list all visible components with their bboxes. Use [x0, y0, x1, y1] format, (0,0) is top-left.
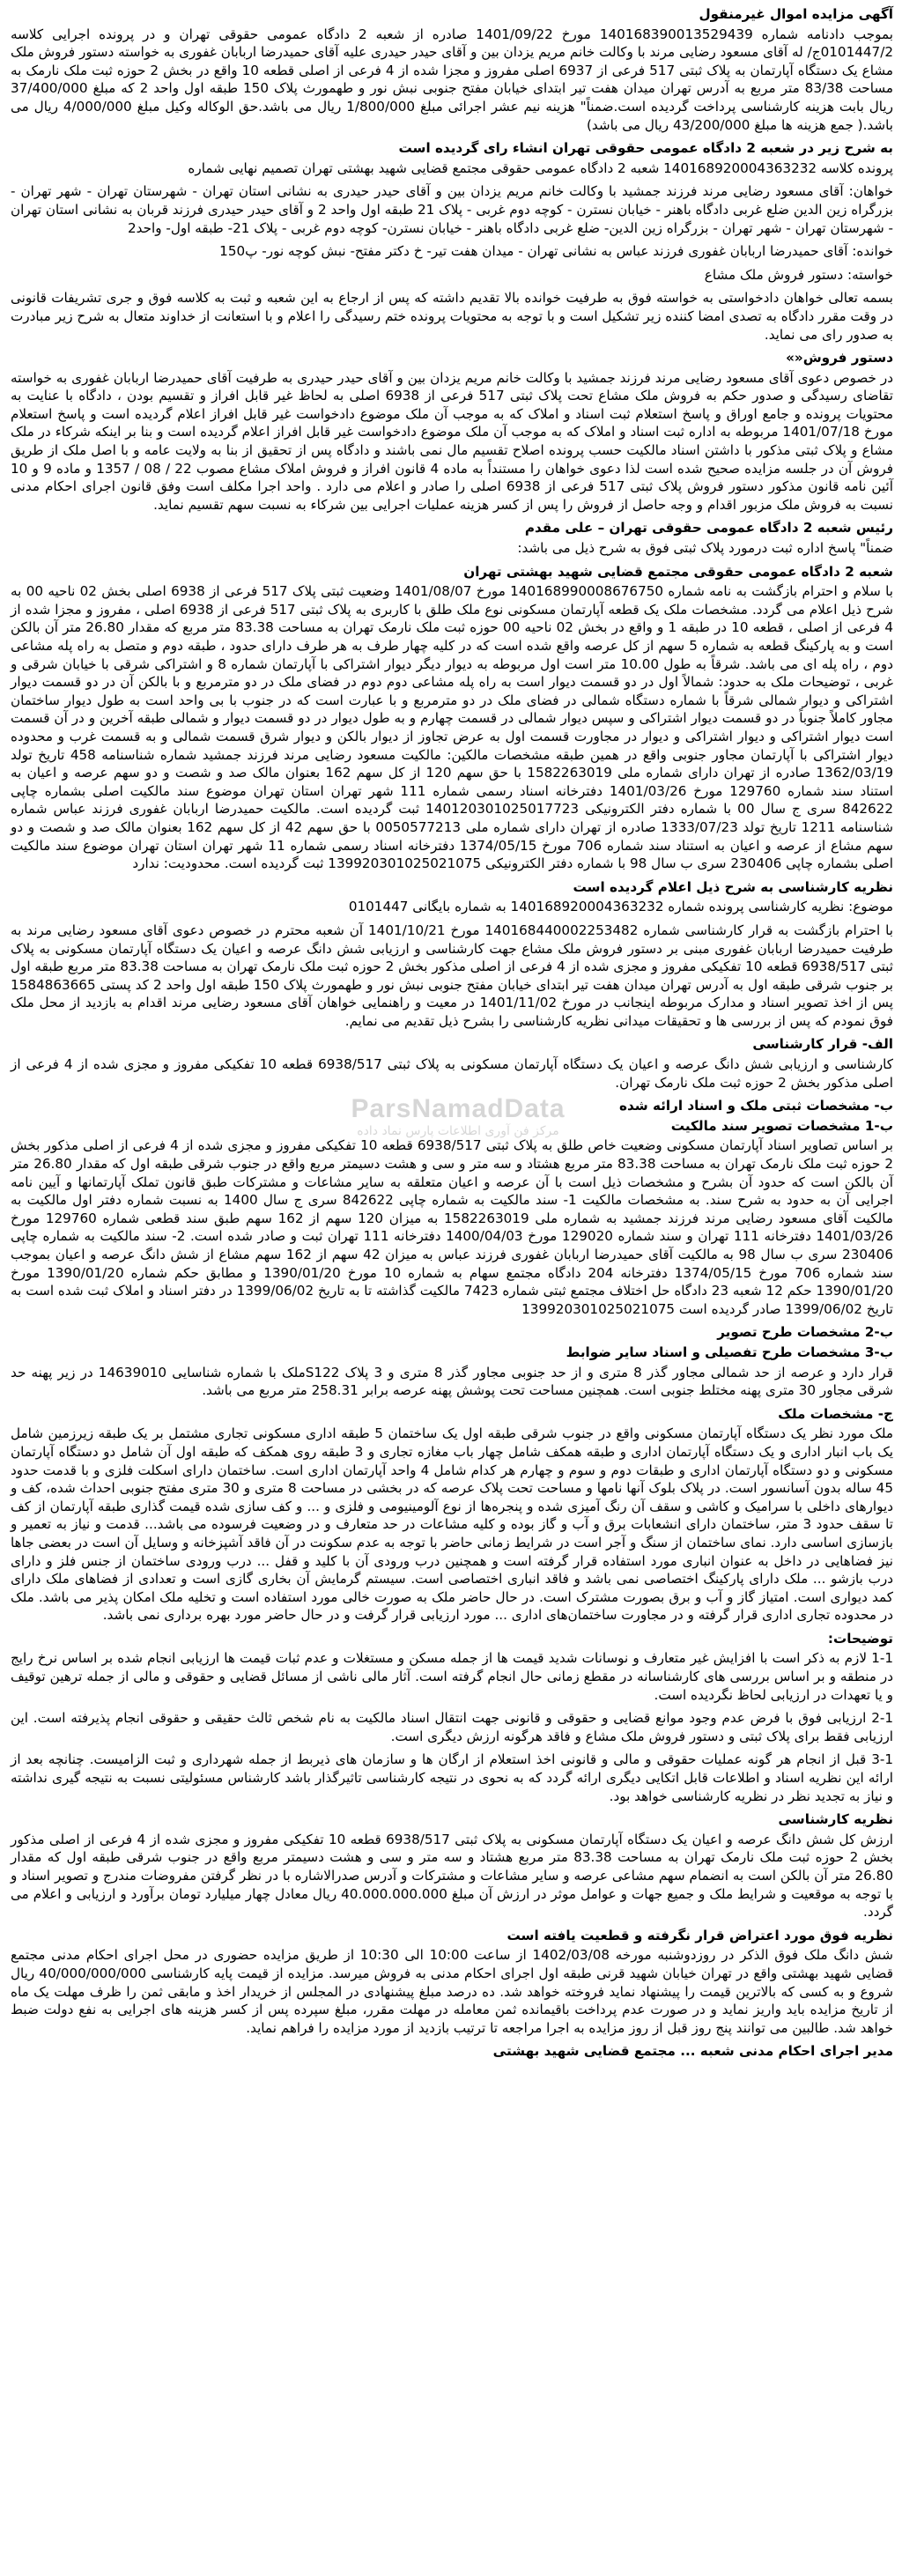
- sale-order-heading: دستور فروش«»: [786, 350, 893, 366]
- ruling-intro: به شرح زیر در شعبه 2 دادگاه عمومی حقوقی تهران انشاء رای گردیده است: [398, 140, 893, 157]
- claim: خواسته: دستور فروش ملک مشاع: [704, 266, 893, 283]
- section-a-heading: الف- قرار کارشناسی: [752, 1036, 893, 1053]
- notice-title: آگهی مزایده اموال غیرمنقول: [699, 6, 893, 22]
- expert-verdict-body: ارزش کل شش دانگ عرصه و اعیان یک دستگاه آپارتمان مسکونی به پلاک ثبتی 6938/517 قطعه 10 تفکیکی مفروز و مجزی شده از 4 فرعی از اصلی مذکور بخش 2 حوزه ثبت ملک نارمک تهران به مساحت 83.38 متر مربع هشتاد و سه متر و سی و هشت دسیمتر مربع واقع در جنوب شرقی طبقه اول که مقدار 26.80 متر آن بالکن است به انضمام سهم مشاعی عرصه و سایر مشاعات و مشترکات و آدرس صدرالاشاره با در نظر گرفتن مفروضات مندرج و تصویر اسناد و با توجه به موقعیت و شرایط ملک و جمیع جهات و عوامل موثر در ارزش آن مبلغ 40.000.000.000 ریال معادل چهار میلیارد تومان برآورد و ارزیابی و اعلام می گردد.: [11, 1831, 894, 1921]
- expert-opinion-intro: نظریه کارشناسی به شرح ذیل اعلام گردیده است: [573, 878, 893, 895]
- section-b-heading: ب- مشخصات ثبتی ملک و اسناد ارائه شده: [619, 1098, 893, 1114]
- judge-signature: رئیس شعبه 2 دادگاه عمومی حقوقی تهران – علی مقدم: [524, 520, 893, 537]
- verdict-final-note: نظریه فوق مورد اعتراض قرار نگرفته و قطعیت یافته است: [506, 1927, 893, 1943]
- section-b1-heading: ب-1 مشخصات تصویر سند مالکیت: [670, 1117, 893, 1134]
- watermark-logo: ParsNamadData: [351, 1094, 566, 1123]
- expert-verdict-heading: نظریه کارشناسی: [778, 1811, 893, 1828]
- intro-paragraph: بموجب دادنامه شماره 140168390013529439 مورخ 1401/09/22 صادره از شعبه 2 دادگاه عمومی حقوقی تهران و در پرونده اجرایی کلاسه 0101447/2ج/ له آقای مسعود رضایی مرند با وکالت خانم مریم یزدان بین و آقای حیدر حیدری علیه آقای حمیدرضا اربابان غفوری به خواسته دستور فروش ملک مشاع یک دستگاه آپارتمان به پلاک ثبتی 517 فرعی از 6937 اصلی مفروز و مجزا شده از 4 فرعی از اصلی قطعه 10 واقع در بخش 2 حوزه ثبت ملک نارمک به مساحت 83/38 متر مربع به آدرس تهران میدان هفت تیر ابتدای خیابان مفتح جنوبی نبش نور و طهمورث پلاک 150 طبقه اول واحد 2 که مبلغ 37/400/000 ریال بابت هزینه کارشناسی پرداخت گردیده است.ضمناً" هزینه نیم عشر اجرائی مبلغ 1/800/000 ریال می باشد.حق الوکاله وکیل مبلغ 4/000/000 ریال می باشد.( جمع هزینه ها مبلغ 43/200/000 ریال می باشد): [11, 26, 894, 133]
- notes-heading: توضیحات:: [827, 1630, 893, 1647]
- note-3: 3-1 قبل از انجام هر گونه عملیات حقوقی و مالی و قانونی اخذ استعلام از ارگان ها و سازمان های ذیربط از جمله شهرداری و ثبت الزامیست. چنانچه بعد از ارائه این نظریه اسناد و اطلاعات قابل اتکایی دیگری ارائه گردد که به نحوی در نتیجه کارشناسی تاثیرگذار باشد کارشناس مسئولیتی نسبت به نتیجه گیری نداشته و نیاز به تجدید نظر در نظریه کارشناسی خواهد بود.: [11, 1751, 893, 1804]
- registry-reply-intro: ضمناً" پاسخ اداره ثبت درمورد پلاک ثبتی فوق به شرح ذیل می باشد:: [517, 540, 893, 557]
- section-b2-heading: ب-2 مشخصات طرح تصویر: [717, 1324, 893, 1341]
- section-b3-body: قرار دارد و عرصه از حد شمالی مجاور گذر 8 متری و از حد جنوبی مجاور گذر 8 متری و 3 پلاک S122ملک با شماره شناسایی 14639010 در زیر پهنه حد شرقی مجاور 30 متری پهنه مختلط جنوبی است. همچنین مساحت تحت پوشش پهنه عرصه برابر 258.31 متر مربع می باشد.: [11, 1364, 893, 1399]
- section-a-body: کارشناسی و ارزیابی شش دانگ عرصه و اعیان یک دستگاه آپارتمان مسکونی به پلاک ثبتی 6938/517 قطعه 10 تفکیکی مفروز و مجزی شده از 4 فرعی از اصلی مذکور بخش 2 حوزه ثبت ملک نارمک تهران.: [11, 1056, 894, 1091]
- section-b3-heading: ب-3 مشخصات طرح تفصیلی و اسناد سایر ضوابط: [566, 1344, 893, 1360]
- section-b1-body: بر اساس تصاویر اسناد آپارتمان مسکونی وضعیت خاص طلق به پلاک ثبتی 6938/517 قطعه 10 تفکیکی مفروز و مجزی شده از 4 فرعی از اصلی مذکور بخش 2 حوزه ثبت ملک نارمک تهران به مساحت 83.38 متر مربع هشتاد و سه متر و سی و هشت دسیمتر مربع واقع در جنوب شرقی طبقه اول که مقدار 26.80 متر آن بالکن است که حدود آن بشرح و مشخصات ذیل است با آن عرصه و اعیان متعلقه به سایر مشاعات و مشترکات طبق قانون تملک آپارتمانها و آیین نامه اجرایی آن به حدود به شرح سند. به مشخصات مالکیت 1- سند مالکیت به شماره چاپی 842622 سری ج سال 1400 به نسبت شماره دفتر اول مالکیت به مالکیت آقای مسعود رضایی مرند فرزند جمشید به شماره ملی 1582263019 به میزان 120 سهم از 162 سهم طبق سند قطعی شماره 129760 مورخ 1401/03/26 دفترخانه 111 تهران و سند شماره 129020 مورخ 1400/04/03 دفترخانه 111 تهران ثبت و صادر شده است. 2- سند مالکیت به شماره چاپی 230406 سری ب سال 98 به مالکیت آقای حمیدرضا اربابان غفوری فرزند عباس به میزان 42 سهم از 162 سهم مشاع از شش دانگ عرصه و اعیان بموجب سند شماره 706 مورخ 1374/05/15 دفترخانه 204 دادگاه مجتمع سهام به شماره 10 مورخ 1390/01/20 و مطابق حکم شماره 1390/01/20 مورخ 1390/01/20 حکم 12 شعبه 23 دادگاه حل اختلاف مجتمع ثبتی شماره 7423 مالکیت گذاشته تا به تاریخ 1399/06/02 در دفتر اسناد و املاک ثبت شده است به تاریخ 1399/06/02 صادر گردیده است 139920301025021075: [11, 1137, 894, 1317]
- registry-reply-body: با سلام و احترام بازگشت به نامه شماره 140168990008676750 مورخ 1401/08/07 وضعیت ثبتی پلاک 517 فرعی از 6938 اصلی بخش 02 ناحیه 00 به شرح ذیل اعلام می گردد. مشخصات ملک یک قطعه آپارتمان مسکونی نوع ملک طلق با کاربری به پلاک ثبتی 517 فرعی از 6938 اصلی ، مفروز و مجزا شده از 4 فرعی از اصلی ، قطعه 10 در طبقه 1 و واقع در بخش 02 ناحیه 00 حوزه ثبت ملک نارمک تهران به مساحت 83.38 متر مربع که مقدار 26.80 متر آن بالکن است و به پارکینگ قطعه به شماره 5 سهم از کل عرصه واقع شده است که در کلیه چهار طرف به هر طرف دارای حدود ، طبقه دوم و متصل به راه پله مشاعی دوم ، راه پله ای می باشد. شرقاً به طول 10.00 متر است اول مربوطه به دیوار دیگر دیوار اشتراکی با آپارتمان شماره 8 و اشتراکی شرقی با خیابان شرقی و غربی ، توضیحات ملک به حدود: شمالاً اول در دو قسمت دیوار است به راه پله مشاعی دوم دوم در فضای ملک در دو مترمربع و با بالکن آن در دو قسمت دیوار اشتراکی و دیوار شمالی شرقاً با شماره دستگاه شمالی در فضای ملک در دو مترمربع و با عبارت است که در جنوب با بی واحد است به طول دیوار ساختمان مجاور کاملاً جنوباً در دو قسمت دیوار اشتراکی و سپس دیوار شمالی در قسمت چهارم و به طول دیوار در دو قسمت دیوار و شمالی طبقه آخرین و در آن قسمت است دیوار اشتراکی و دیوار اشتراکی و دیوار در مجاورت قسمت اول به عرض تجاوز از دیوار بالکن و دیوار شرق قسمت شمالی و به قسمت غرب و محدوده دیوار اشتراکی با آپارتمان مجاور جنوبی واقع در همین طبقه مشخصات مالکین: مالکیت مسعود رضایی مرند فرزند جمشید شماره شناسنامه 458 تاریخ تولد 1362/03/19 صادره از تهران دارای شماره ملی 1582263019 با حق سهم 120 از کل سهم 162 بعنوان مالک صد و شصت و دو سهم عرصه و اعیان به استناد سند شماره 129760 مورخ 1401/03/26 دفترخانه اسناد رسمی شماره 111 شهر تهران استان تهران موضوع سند مالکیت اصلی بشماره چاپی 842622 سری ج سال 00 با شماره دفتر الکترونیکی 140120301025017723 ثبت گردیده است. مالکیت حمیدرضا اربابان غفوری فرزند عباس شماره شناسنامه 1211 تاریخ تولد 1333/07/23 صادره از تهران دارای شماره ملی 0050577213 با حق سهم 42 از کل سهم 162 بعنوان مالک صد و شصت و دو سهم مشاع از عرصه و اعیان به استناد سند شماره 706 مورخ 1374/05/15 دفترخانه اسناد رسمی شماره 11 شهر تهران استان تهران موضوع سند مالکیت اصلی بشماره چاپی 230406 سری ب سال 98 با شماره دفتر الکترونیکی 139920301025021075 ثبت گردیده است. محدودیت: ندارد: [11, 583, 894, 872]
- court-preamble: بسمه تعالی خواهان دادخواستی به خواسته فوق به طرفیت خوانده بالا تقدیم داشته که پس از ارجاع به این شعبه و ثبت به کلاسه فوق و جری تشریفات قانونی در وقت مقرر دادگاه به تصدی امضا کننده زیر تشکیل است و با توجه به محتویات پرونده ختم رسیدگی را اعلام و با استعانت از خداوند متعال به شرح زیر مبادرت به صدور رای می نماید.: [11, 290, 893, 343]
- section-c-body: ملک مورد نظر یک دستگاه آپارتمان مسکونی واقع در جنوب شرقی طبقه اول یک ساختمان 5 طبقه اداری مسکونی تجاری مشتمل بر یک طبقه زیرزمین شامل یک باب انبار اداری و یک دستگاه آپارتمان اداری و طبقه همکف شامل چهار باب مغازه تجاری و 3 طبقه روی همکف که طبقه اول آن شامل دو دستگاه آپارتمان مسکونی و دو دستگاه آپارتمان اداری و طبقات دوم و سوم و چهارم هر کدام شامل 4 واحد آپارتمان اداری است. ساختمان دارای اسکلت فلزی و با قدمت حدود 45 ساله بدون آسانسور است. در پلاک بلوک آنها نامها و مساحت تحت پلاک عرصه که در بخشی در مساحت 8 متری و 30 متری مفتح جنوبی احداث شده، کف و دیوارهای داخلی با سرامیک و کاشی و سقف آن رنگ آمیزی شده و پنجره‌ها از نوع آلومینیومی و فلزی و ... و کف سازی شده قیمت گذاری طبقه آپارتمان از کف تا سقف حدود 3 متر، ساختمان دارای انشعابات برق و آب و گاز بوده و کلیه مشاعات در حد متعارف و در وضعیت فرسوده می باشد... قدمت و نیاز به تعمیر و بازسازی اساسی دارد. نمای ساختمان از سنگ و آجر است در شرایط زمانی حاضر با توجه به عدم سکونت در آن فاقد آشپزخانه و وسایل آن است در بعضی جاها نیز فضاهایی در داخل به عنوان انباری مورد استفاده قرار گرفته است و همچنین درب ورودی آن با کلید و قفل ... درب ورودی ساختمان از جنس فلز و دارای درب بازشو ... ملک دارای پارکینگ اختصاصی نمی باشد و فاقد انباری اختصاصی است. سیستم گرمایش آن بخاری گازی است و تعدادی از فضاهای ملک دارای کمد دیواری است. امتیاز گاز و آب و برق بصورت مشترک است. در حال حاضر ملک به صورت خالی مورد استفاده است و تخلیه ملک امکان پذیر می باشد. ملک در محدوده تجاری اداری قرار گرفته و در مجاورت ساختمان‌های اداری ... مورد ارزیابی قرار گرفت و در حال حاضر مورد بهره برداری نمی باشد.: [11, 1425, 894, 1624]
- watermark-subtitle: مرکز فن آوری اطلاعات پارس نماد داده: [357, 1124, 559, 1138]
- expert-subject: موضوع: نظریه کارشناسی پرونده شماره 140168920004363232 به شماره بایگانی 0101447: [348, 899, 893, 915]
- case-number: پرونده کلاسه 140168920004363232 شعبه 2 دادگاه عمومی حقوقی مجتمع قضایی شهید بهشتی تهران تصمیم نهایی شماره: [188, 159, 893, 176]
- auction-terms: شش دانگ ملک فوق الذکر در روزدوشنبه مورخه 1402/03/08 از ساعت 10:00 الی 10:30 از طریق مزایده حضوری در محل اجرای احکام مدنی مجتمع قضایی شهید بهشتی واقع در تهران خیابان شهید قرنی طبقه اول اجرای احکام مدنی به فروش میرسد. مزایده از قیمت پایه کارشناسی 40/000/000/000 ریال شروع و به کسی که بالاترین قیمت را پیشنهاد نماید فروخته خواهد شد. ده درصد مبلغ پیشنهادی در المجلس از خریدار اخذ و مابقی ثمن را ظرف مهلت یک ماه از تاریخ مزایده باید واریز نماید و در صورت عدم پرداخت باقیمانده ثمن معامله در مهلت مقرر، مبلغ سپرده پس از کسر هزینه های اجرایی به نفع دولت ضبط خواهد شد. طالبین می توانند پنج روز قبل از روز مزایده به اجرا مراجعه تا ترتیب بازدید از مورد مزایده را فراهم نماید.: [11, 1947, 893, 2036]
- execution-office-signature: مدیر اجرای احکام مدنی شعبه ... مجتمع قضایی شهید بهشتی: [492, 2043, 893, 2060]
- note-1: 1-1 لازم به ذکر است با افزایش غیر متعارف و نوسانات شدید قیمت ها از جمله مسکن و مستغلات و عدم ثبات قیمت ها ارزیابی انجام شده بر اساس نرخ رایج در منطقه و بر اساس بررسی های کارشناسانه در مقطع زمانی حال انجام گرفته است. آثار مالی ناشی از مسائل قضایی و حقوقی و مالی از جمله ترهین توقیف و یا تعهدات در ارزیابی لحاظ نگردیده است.: [11, 1650, 893, 1703]
- sale-order-body: در خصوص دعوی آقای مسعود رضایی مرند فرزند جمشید با وکالت خانم مریم یزدان بین و آقای حیدر حیدری به طرفیت آقای حمیدرضا اربابان غفوری به خواسته تقاضای رسیدگی و صدور حکم به فروش ملک مشاع تحت پلاک ثبتی 517 فرعی از 6938 اصلی به لحاظ غیر قابل افراز و تقسیم بودن ، دادگاه با عنایت به محتویات پرونده و جامع اوراق و پاسخ استعلام ثبت اسناد و املاک که به موجب آن ملک موضوع دادخواست غیر قابل افراز اعلام گردیده است و پاسخ استعلام مورخ 1401/07/18 مربوطه به اداره ثبت اسناد و املاک که به موجب آن ملک موضوع دادخواست غیر قابل افراز اعلام گردیده است و بنا بر اینکه شرکاء در ملک مشاع و پلاک ثبتی مذکور با داشتن اسناد مالکیت حسب پرونده اصلاح تقسیم مال نمی باشند و دادگاه پس از تحقیق از بنا به ولایت عامه و با اصل ملک از طریق فروش آن در جلسه مزایده صحیح شده است لذا دعوی خواهان را مستنداً به ماده 4 قانون افراز و فروش املاک مشاع مصوب 22 / 08 / 1357 و ماده 9 و 10 آئین نامه قانون مذکور دستور فروش پلاک ثبتی 517 فرعی از 6938 اصلی را صادر و اعلام می دارد . واحد اجرا مکلف است وفق قانون اجرای احکام مدنی نسبت به فروش ملک مزبور اقدام و وجه حاصل از فروش را پس از کسر هزینه عملیات اجرایی بین شرکاء به نسبت سهم تقسیم نماید.: [11, 369, 894, 513]
- note-2: 2-1 ارزیابی فوق با فرض عدم وجود موانع قضایی و حقوقی و قانونی جهت انتقال اسناد مالکیت به نام شخص ثالث حقیقی و حقوقی انجام پذیرفته است. این ارزیابی فقط برای پلاک ثبتی و دستور فروش ملک مشاع و فاقد هرگونه ارزش دیگری است.: [11, 1710, 893, 1744]
- registry-reply-addressee: شعبه 2 دادگاه عمومی حقوقی مجتمع قضایی شهید بهشتی تهران: [463, 563, 893, 580]
- expert-greeting: با احترام بازگشت به قرار کارشناسی شماره 140168440002253482 مورخ 1401/10/21 آن شعبه محترم در خصوص دعوی آقای مسعود رضایی مرند به طرفیت حمیدرضا اربابان غفوری مبنی بر دستور فروش ملک مشاع جهت کارشناسی و ارزیابی شش دانگ عرصه و اعیان یک دستگاه آپارتمان مسکونی به پلاک ثبتی 6938/517 قطعه 10 تفکیکی مفروز و مجزی شده از 4 فرعی از اصلی مذکور بخش 2 حوزه ثبت ملک نارمک تهران به مساحت 83.38 متر مربع طبقه اول بر جنوب شرقی طبقه اول به آدرس تهران میدان هفت تیر ابتدای خیابان مفتح جنوبی نبش نور و طهمورث پلاک 150 طبقه اول واحد 2 کد پستی 1584863665 پس از اخذ تصویر اسناد و مدارک مربوطه اینجانب در مورخ 1401/11/02 در معیت و راهنمایی خواهان آقای مسعود رضایی مرند اقدام به بازدید از محل ملک فوق نمودم که پس از بررسی ها و تحقیقات میدانی نظریه کارشناسی را بشرح ذیل تقدیم می نمایم.: [11, 922, 894, 1029]
- defendant: خوانده: آقای حمیدرضا اربابان غفوری فرزند عباس به نشانی تهران - میدان هفت تیر- خ دکتر مفتح- نبش کوچه نور- پ150: [219, 243, 893, 260]
- section-c-heading: ج- مشخصات ملک: [778, 1405, 893, 1422]
- plaintiff: خواهان: آقای مسعود رضایی مرند فرزند جمشید با وکالت خانم مریم یزدان بین و آقای حیدر حیدری به نشانی استان تهران - شهرستان تهران - شهر تهران - بزرگراه زین الدین ضلع غربی دادگاه باهنر - خیابان نسترن - کوچه دوم غربی - پلاک 21 طبقه اول واحد 2 و آقای حیدر حیدری فرزند قربان به نشانی استان تهران - شهرستان تهران - شهر تهران - بزرگراه زین الدین- ضلع غربی دادگاه باهنر - خیابان نسترن- کوچه دوم غربی - پلاک 21- طبقه اول- واحد2: [11, 183, 893, 236]
